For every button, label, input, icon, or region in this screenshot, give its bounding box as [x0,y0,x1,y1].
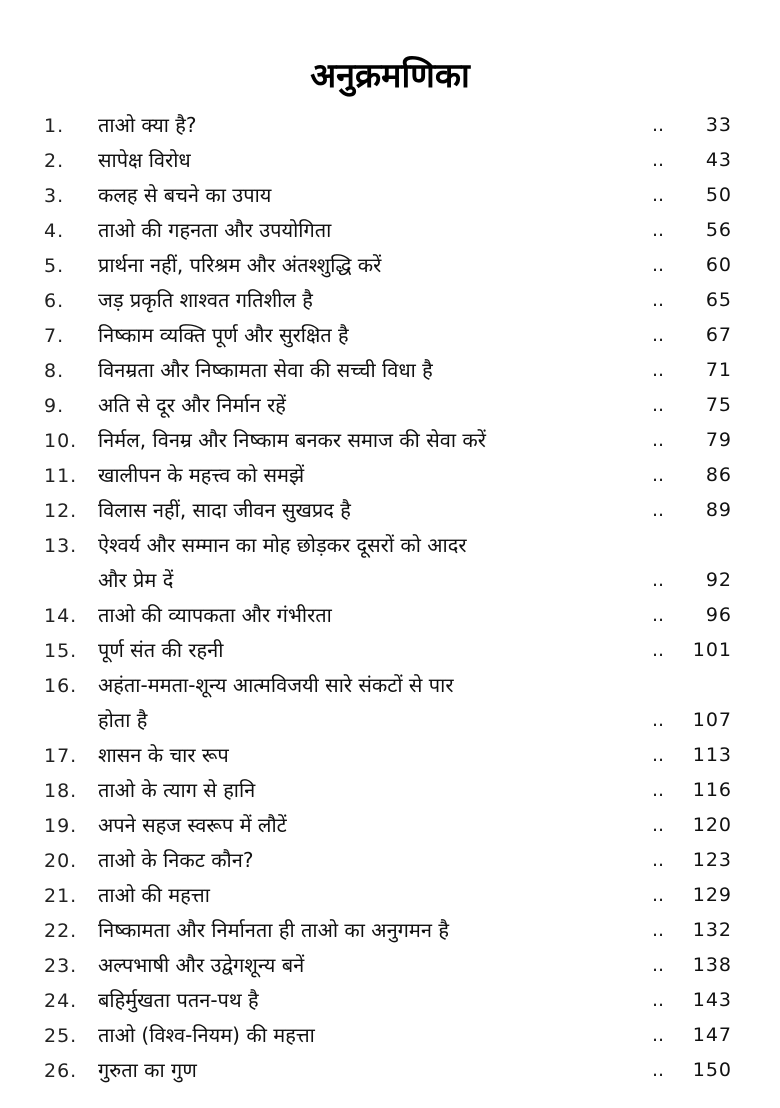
toc-entry-19 [0,808,780,843]
toc-entry-2 [0,143,780,178]
leader-dots: .. [652,919,665,941]
toc-entry-15 [0,633,780,668]
leader-dots: .. [652,989,665,1011]
chapter-title [98,878,618,913]
page-number: 138 [692,954,732,976]
chapter-number: 24. [44,990,78,1012]
chapter-title-line: ताओ की गहनता और उपयोगिता [98,218,332,242]
page-number: 113 [692,744,732,766]
toc-entry-10 [0,423,780,458]
page-number: 43 [705,149,732,171]
leader-dots: .. [652,1024,665,1046]
chapter-number: 1. [44,115,65,137]
toc-entry-17 [0,738,780,773]
page-number: 116 [692,779,732,801]
chapter-title-line: खालीपन के महत्त्व को समझें [98,463,305,487]
chapter-title [98,493,618,528]
page-number: 60 [705,254,732,276]
page-number: 33 [705,114,732,136]
chapter-title [98,388,618,423]
chapter-title-line: ताओ क्या है? [98,113,197,137]
chapter-title [98,633,618,668]
chapter-title [98,773,618,808]
chapter-title [98,598,618,633]
chapter-title-line: विनम्रता और निष्कामता सेवा की सच्ची विधा है [98,358,433,382]
chapter-title [98,843,618,878]
page-number: 143 [692,989,732,1011]
chapter-number: 18. [44,780,78,802]
page-number: 56 [705,219,732,241]
chapter-title-line: निर्मल, विनम्र और निष्काम बनकर समाज की सेवा करें [98,428,486,452]
chapter-title [98,318,618,353]
leader-dots: .. [652,114,665,136]
chapter-title [98,738,618,773]
chapter-title-line: निष्काम व्यक्ति पूर्ण और सुरक्षित है [98,323,349,347]
chapter-title-line: और प्रेम दें [98,568,174,592]
toc-entry-26 [0,1053,780,1088]
page-number: 132 [692,919,732,941]
chapter-number: 4. [44,220,65,242]
chapter-title-line: कलह से बचने का उपाय [98,183,272,207]
toc-entry-23 [0,948,780,983]
leader-dots: .. [652,219,665,241]
toc-entry-4 [0,213,780,248]
chapter-title [98,983,618,1018]
leader-dots: .. [652,254,665,276]
chapter-number: 6. [44,290,65,312]
chapter-title [98,913,618,948]
chapter-title-line: निष्कामता और निर्मानता ही ताओ का अनुगमन है [98,918,449,942]
leader-dots: .. [652,149,665,171]
leader-dots: .. [652,464,665,486]
chapter-title-line: ताओ के निकट कौन? [98,848,254,872]
leader-dots: .. [652,849,665,871]
leader-dots: .. [652,394,665,416]
chapter-number: 11. [44,465,78,487]
leader-dots: .. [652,569,665,591]
chapter-number: 17. [44,745,78,767]
chapter-title [98,108,618,143]
chapter-title-line: ऐश्वर्य और सम्मान का मोह छोड़कर दूसरों को आदर [98,533,467,557]
chapter-title [98,668,618,738]
page-number: 50 [705,184,732,206]
chapter-title-line: पूर्ण संत की रहनी [98,638,224,662]
leader-dots: .. [652,289,665,311]
chapter-title-line: ताओ के त्याग से हानि [98,778,256,802]
chapter-title [98,248,618,283]
chapter-title-line: ताओ की महत्ता [98,883,210,907]
toc-entry-3 [0,178,780,213]
chapter-number: 26. [44,1060,78,1082]
toc-entry-5 [0,248,780,283]
chapter-title [98,948,618,983]
toc-entry-7 [0,318,780,353]
page-number: 67 [705,324,732,346]
chapter-number: 7. [44,325,65,347]
chapter-title-line: होता है [98,708,148,732]
chapter-number: 5. [44,255,65,277]
chapter-number: 2. [44,150,65,172]
leader-dots: .. [652,814,665,836]
chapter-title [98,808,618,843]
page-number: 75 [705,394,732,416]
leader-dots: .. [652,604,665,626]
toc-entry-16 [0,668,780,738]
leader-dots: .. [652,954,665,976]
chapter-title [98,178,618,213]
toc-entry-18 [0,773,780,808]
chapter-number: 9. [44,395,65,417]
toc-entry-21 [0,878,780,913]
leader-dots: .. [652,184,665,206]
chapter-number: 22. [44,920,78,942]
toc-entry-25 [0,1018,780,1053]
chapter-number: 8. [44,360,65,382]
chapter-number: 14. [44,605,78,627]
page-number: 101 [692,639,732,661]
toc-entry-9 [0,388,780,423]
leader-dots: .. [652,744,665,766]
chapter-number: 10. [44,430,78,452]
chapter-number: 21. [44,885,78,907]
chapter-number: 3. [44,185,65,207]
chapter-title [98,213,618,248]
leader-dots: .. [652,709,665,731]
leader-dots: .. [652,359,665,381]
page-number: 107 [692,709,732,731]
toc-entry-12 [0,493,780,528]
page-number: 129 [692,884,732,906]
chapter-title-line: अति से दूर और निर्मान रहें [98,393,286,417]
chapter-title [98,528,618,598]
chapter-title-line: अपने सहज स्वरूप में लौटें [98,813,287,837]
leader-dots: .. [652,499,665,521]
toc-entry-1 [0,108,780,143]
page-title: अनुक्रमणिका [310,55,470,96]
leader-dots: .. [652,884,665,906]
page-number: 147 [692,1024,732,1046]
page-number: 79 [705,429,732,451]
chapter-number: 16. [44,675,78,697]
page-number: 96 [705,604,732,626]
toc-entry-13 [0,528,780,598]
toc-entry-24 [0,983,780,1018]
chapter-title-line: जड़ प्रकृति शाश्वत गतिशील है [98,288,313,312]
page-number: 92 [705,569,732,591]
chapter-number: 15. [44,640,78,662]
toc-entry-8 [0,353,780,388]
leader-dots: .. [652,429,665,451]
leader-dots: .. [652,324,665,346]
chapter-number: 12. [44,500,78,522]
leader-dots: .. [652,639,665,661]
chapter-title-line: शासन के चार रूप [98,743,229,767]
page-number: 150 [692,1059,732,1081]
chapter-title [98,1018,618,1053]
chapter-title-line: ताओ (विश्व-नियम) की महत्ता [98,1023,315,1047]
chapter-title-line: सापेक्ष विरोध [98,148,191,172]
toc-entry-6 [0,283,780,318]
chapter-title [98,458,618,493]
page-number: 89 [705,499,732,521]
chapter-title-line: विलास नहीं, सादा जीवन सुखप्रद है [98,498,351,522]
page-number: 123 [692,849,732,871]
chapter-title [98,283,618,318]
leader-dots: .. [652,1059,665,1081]
chapter-title-line: ताओ की व्यापकता और गंभीरता [98,603,332,627]
toc-entry-20 [0,843,780,878]
chapter-number: 25. [44,1025,78,1047]
chapter-title [98,1053,618,1088]
table-of-contents [0,108,780,1088]
chapter-title-line: अहंता-ममता-शून्य आत्मविजयी सारे संकटों से पार [98,673,454,697]
chapter-title-line: बहिर्मुखता पतन-पथ है [98,988,259,1012]
chapter-title-line: अल्पभाषी और उद्वेगशून्य बनें [98,953,305,977]
chapter-number: 23. [44,955,78,977]
toc-entry-14 [0,598,780,633]
chapter-title [98,353,618,388]
page-number: 86 [705,464,732,486]
chapter-number: 13. [44,535,78,557]
page-number: 65 [705,289,732,311]
chapter-title [98,143,618,178]
chapter-title-line: गुरुता का गुण [98,1058,197,1082]
toc-entry-11 [0,458,780,493]
leader-dots: .. [652,779,665,801]
toc-entry-22 [0,913,780,948]
chapter-number: 19. [44,815,78,837]
page-number: 120 [692,814,732,836]
chapter-title [98,423,618,458]
chapter-title-line: प्रार्थना नहीं, परिश्रम और अंतश्शुद्धि करें [98,253,382,277]
page-number: 71 [705,359,732,381]
chapter-number: 20. [44,850,78,872]
